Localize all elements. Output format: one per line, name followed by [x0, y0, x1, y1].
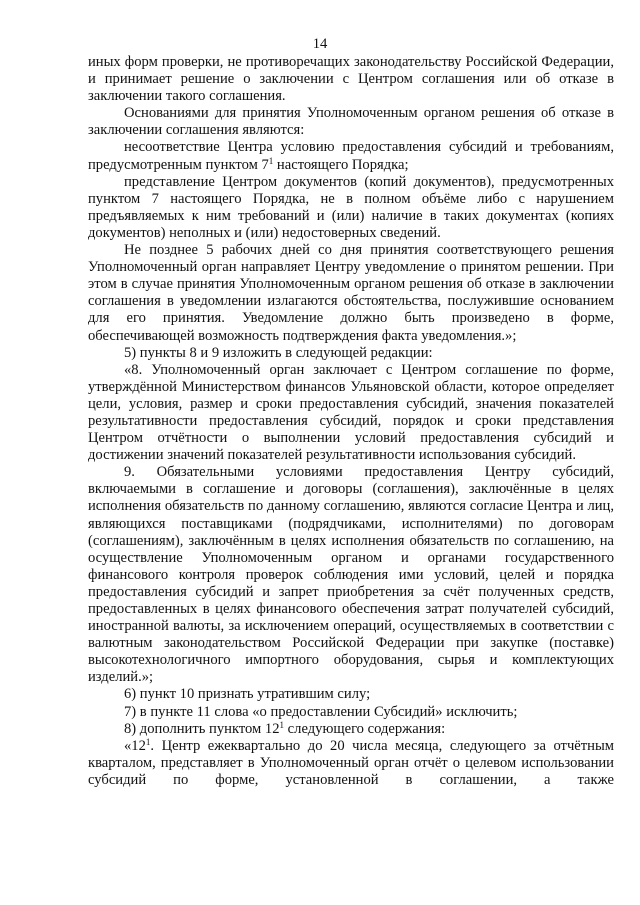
paragraph	[88, 738, 614, 789]
paragraph: 5) пункты 8 и 9 изложить в следующей редакции:	[124, 344, 433, 361]
paragraph: иных форм проверки, не противоречащих законодательству Российской Федерации, и принимает решение о заключении с Центром соглашения или об отказе в заключении такого соглашения.	[88, 54, 614, 105]
superscript: 1	[279, 719, 285, 730]
paragraph	[88, 139, 614, 173]
text-run: 8) дополнить пунктом 12	[124, 720, 280, 737]
text-run: несоответствие Центра условию предоставления субсидий и требованиям, предусмотренным пунктом 7	[88, 139, 614, 173]
paragraph: Не позднее 5 рабочих дней со дня принятия соответствующего решения Уполномоченный орган направляет Центру уведомление о принятом решении. При этом в случае принятия Уполномоченным органом решения об отказе в заключении соглашения в уведомлении излагаются обстоятельства, послужившие основанием для его принятия. Уведомление должно быть произведено в форме, обеспечивающей возможность подтверждения факта уведомления.»;	[88, 242, 614, 344]
paragraph: 9. Обязательными условиями предоставления Центру субсидий, включаемыми в соглашение и договоры (соглашения), заключённые в целях исполнения обязательств по данному соглашению, являются согласие Центра и лиц, являющихся поставщиками (подрядчиками, исполнителями) по договорам (соглашениям), заключённым в целях исполнения обязательств по соглашению, на осуществление Уполномоченным органом и органами государственного финансового контроля проверок соблюдения ими условий, целей и порядка предоставления субсидий и запрет приобретения за счёт полученных средств, предоставленных в целях финансового обеспечения затрат получателей субсидий, иностранной валюты, за исключением операций, осуществляемых в соответствии с валютным законодательством Российской Федерации при закупке (поставке) высокотехнологичного импортного оборудования, сырья и комплектующих изделий.»;	[88, 464, 614, 686]
text-run: . Центр ежеквартально до 20 числа месяца, следующего за отчётным кварталом, представляет в Уполномоченный орган отчёт о целевом использовании субсидий по форме, установленной в соглашении, а также	[88, 737, 614, 788]
text-run: настоящего Порядка;	[273, 156, 409, 173]
superscript: 1	[145, 736, 151, 747]
paragraph: представление Центром документов (копий документов), предусмотренных пунктом 7 настоящего Порядка, не в полном объёме либо с нарушением предъявляемых к ним требований и (или) наличие в таких документах (копиях документов) неполных и (или) недостоверных сведений.	[88, 173, 614, 241]
text-run: следующего содержания:	[284, 720, 446, 737]
page-number: 14	[312, 36, 328, 52]
text-run: «12	[124, 737, 146, 754]
paragraph: 7) в пункте 11 слова «о предоставлении Субсидий» исключить;	[124, 703, 518, 720]
paragraph: «8. Уполномоченный орган заключает с Центром соглашение по форме, утверждённой Министерством финансов Ульяновской области, которое определяет цели, условия, размер и сроки предоставления субсидий, значения показателей результативности предоставления субсидий, порядок и сроки представления Центром отчётности о выполнении условий предоставления субсидий и достижении значений показателей результативности использования субсидий.	[88, 361, 614, 464]
document-body	[88, 54, 614, 789]
paragraph: 6) пункт 10 признать утратившим силу;	[124, 686, 371, 703]
paragraph: Основаниями для принятия Уполномоченным органом решения об отказе в заключении соглашения являются:	[88, 105, 614, 139]
superscript: 1	[268, 155, 274, 166]
paragraph	[88, 721, 614, 738]
